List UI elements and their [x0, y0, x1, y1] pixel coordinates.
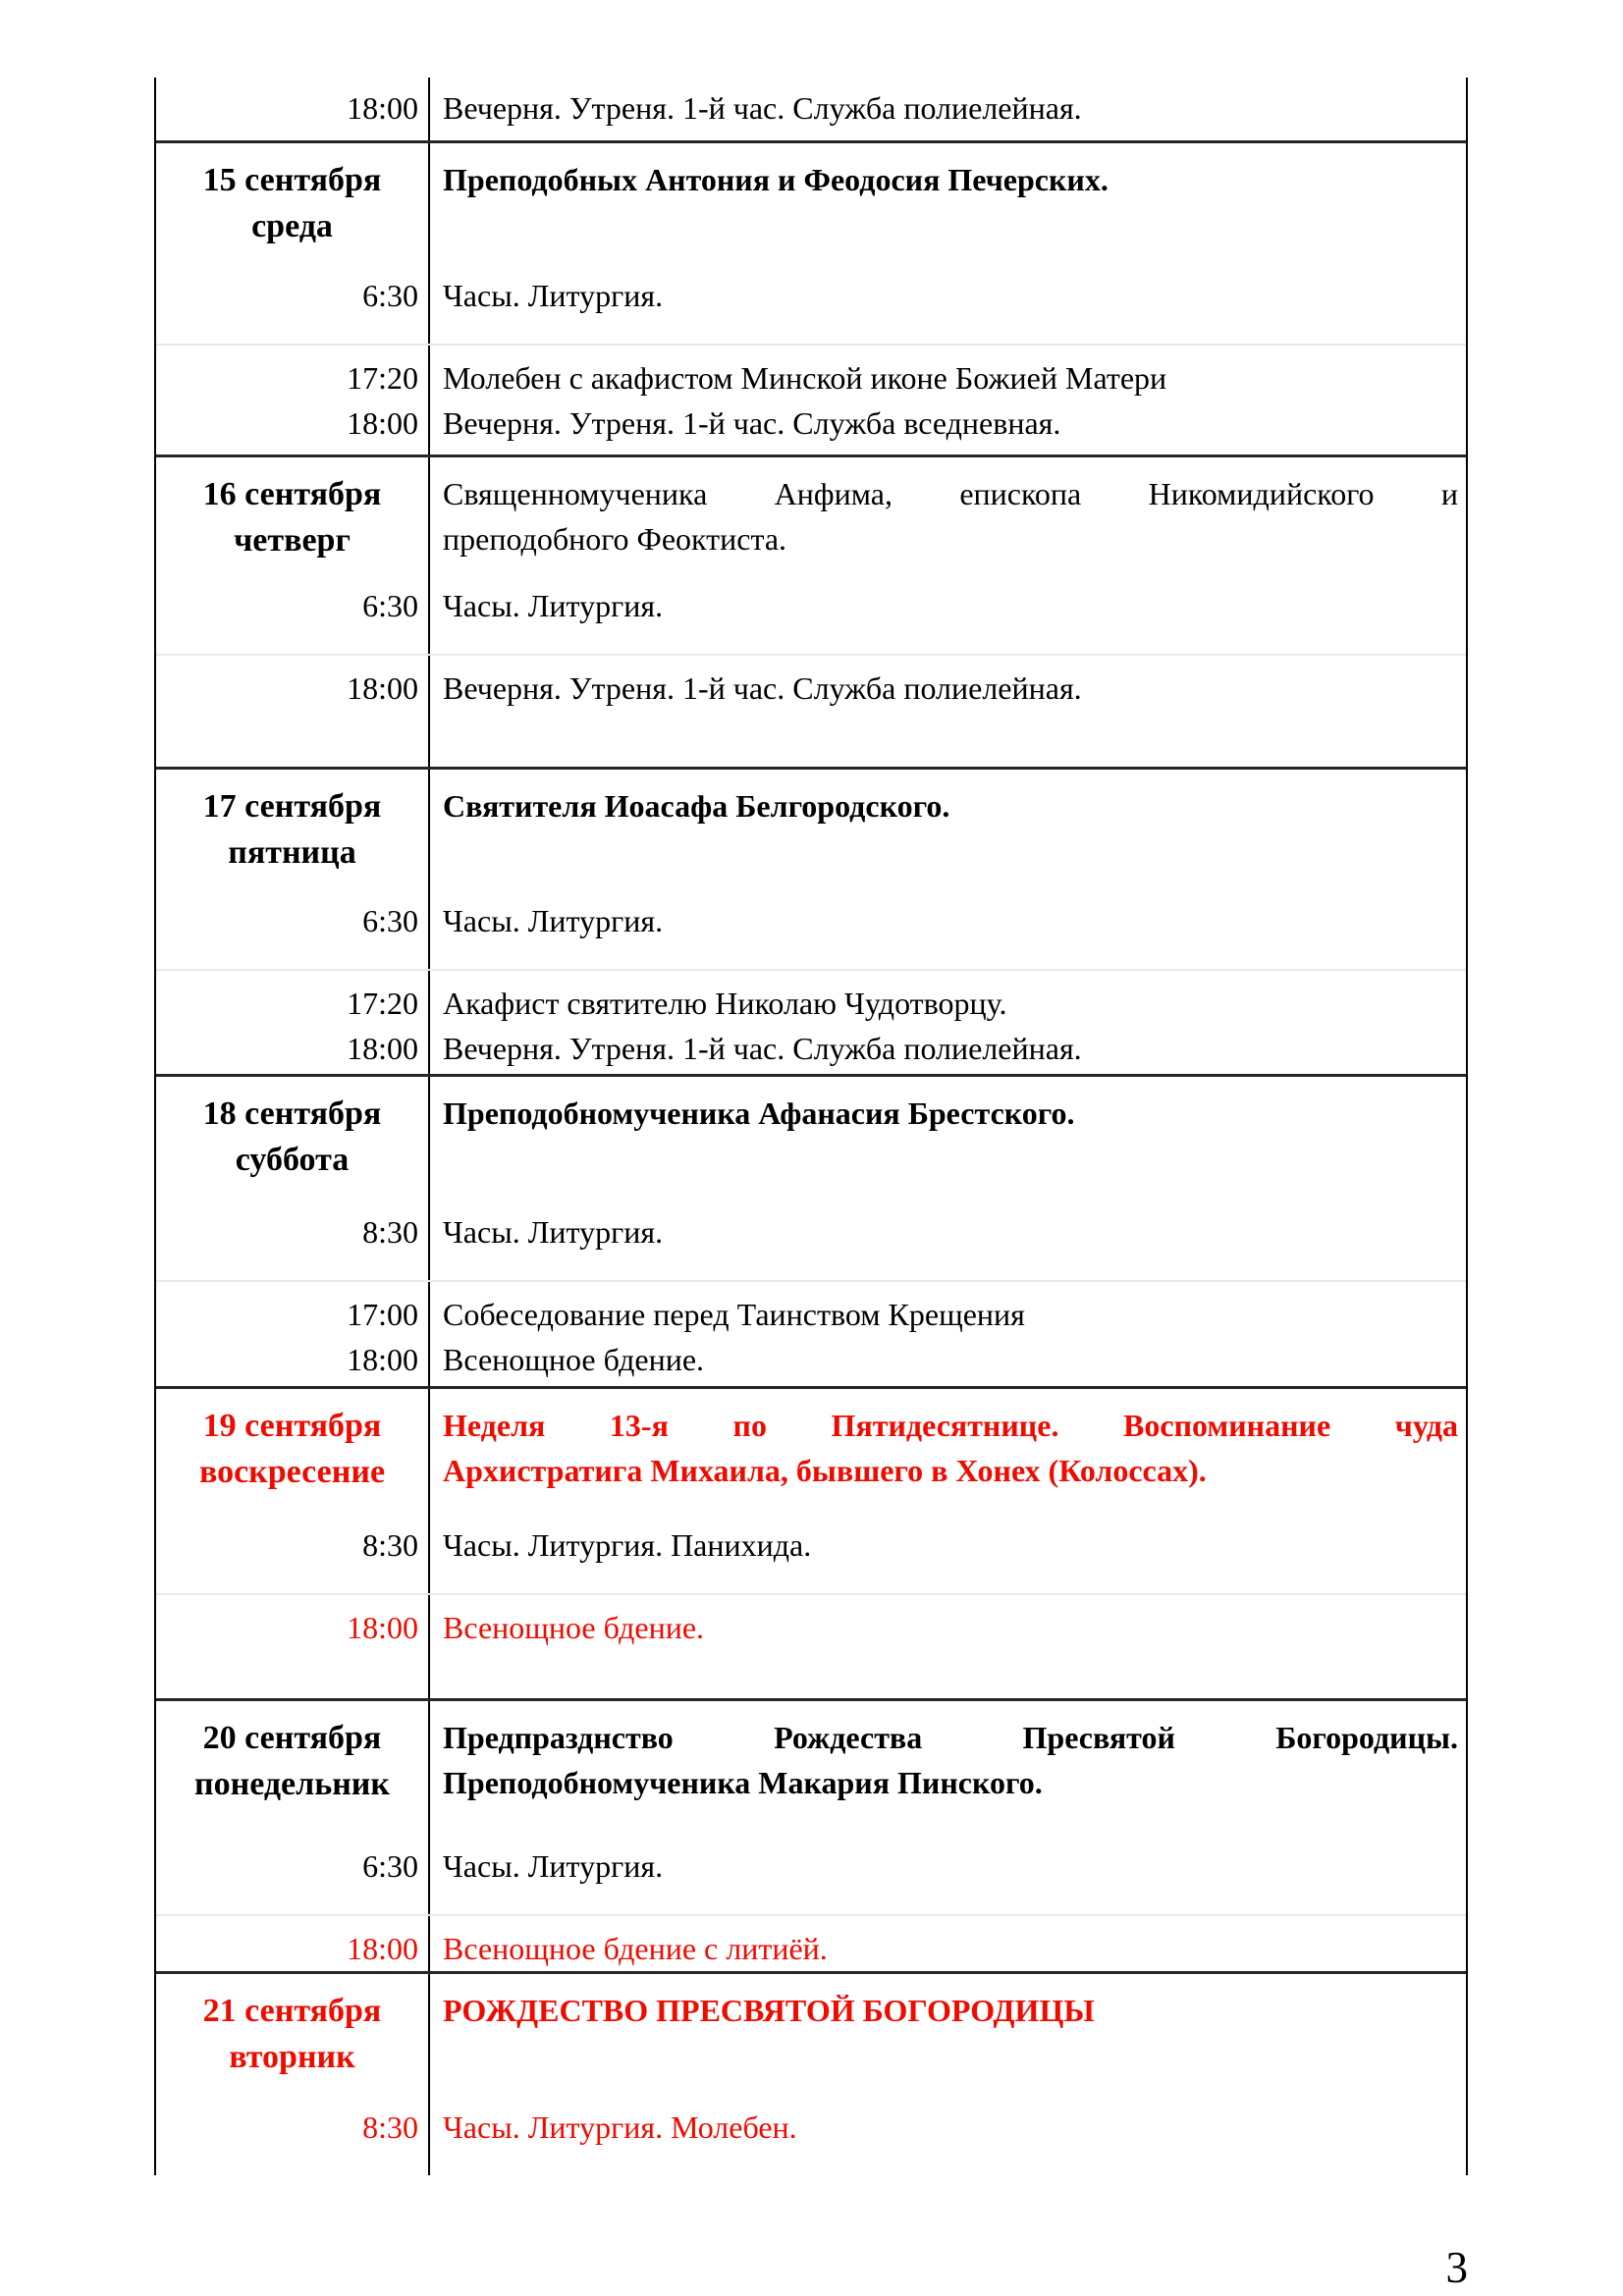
feast-title-line: преподобного Феоктиста.: [443, 521, 787, 557]
description-column-cell: [428, 1916, 1466, 1971]
service-time: 18:00: [347, 1342, 418, 1377]
evening-subrow: [156, 1280, 1466, 1386]
day-section: [156, 454, 1466, 767]
service-time: 6:30: [362, 278, 418, 313]
weekday-label: вторник: [229, 2039, 355, 2075]
date-label: 15 сентября: [202, 162, 382, 198]
evening-subrow: [156, 654, 1466, 767]
service-time: 17:00: [347, 1297, 418, 1332]
page-number: 3: [1445, 2243, 1468, 2292]
feast-title-line: РОЖДЕСТВО ПРЕСВЯТОЙ БОГОРОДИЦЫ: [443, 1993, 1095, 2028]
service-text: Вечерня. Утреня. 1-й час. Служба полиелейная.: [443, 670, 1082, 706]
day-header-subrow: [156, 1389, 1466, 1593]
day-header-subrow: [156, 1974, 1466, 2175]
time-column-cell: [156, 1389, 428, 1593]
service-text: Всенощное бдение.: [443, 1342, 705, 1377]
service-text: Часы. Литургия. Панихида.: [443, 1527, 812, 1563]
day-header-subrow: [156, 143, 1466, 344]
description-column-cell: [428, 1282, 1466, 1386]
time-column-cell: [156, 457, 428, 654]
feast-title-line: Архистратига Михаила, бывшего в Хонех (Колоссах).: [443, 1453, 1207, 1488]
feast-title-line: Неделя 13-я по Пятидесятнице. Воспоминание чуда: [443, 1408, 1458, 1443]
description-column-cell: [428, 1077, 1466, 1280]
service-text: Всенощное бдение.: [443, 1610, 705, 1645]
day-section: [156, 1698, 1466, 1971]
day-header-subrow: [156, 1077, 1466, 1280]
description-column-cell: [428, 1701, 1466, 1914]
weekday-label: пятница: [228, 834, 356, 871]
day-section: [156, 1971, 1466, 2175]
service-text: Часы. Литургия.: [443, 1848, 664, 1884]
description-column-cell: [428, 770, 1466, 969]
service-time: 18:00: [347, 90, 418, 126]
service-time: 18:00: [347, 1031, 418, 1066]
service-text: Часы. Литургия.: [443, 903, 664, 938]
service-text: Собеседование перед Таинством Крещения: [443, 1297, 1025, 1332]
weekday-label: среда: [251, 208, 333, 244]
feast-title-line: Преподобномученика Афанасия Брестского.: [443, 1095, 1075, 1131]
service-text: Часы. Литургия.: [443, 588, 664, 623]
service-time: 6:30: [362, 903, 418, 938]
weekday-label: понедельник: [194, 1766, 390, 1802]
description-column-cell: [428, 457, 1466, 654]
service-time: 18:00: [347, 670, 418, 706]
service-text: Часы. Литургия. Молебен.: [443, 2109, 797, 2145]
weekday-label: воскресение: [198, 1454, 386, 1490]
date-label: 17 сентября: [202, 788, 382, 825]
service-text: Молебен с акафистом Минской иконе Божией Матери: [443, 360, 1167, 396]
date-block: [156, 457, 428, 563]
service-text: Вечерня. Утреня. 1-й час. Служба вседневная.: [443, 405, 1061, 441]
service-time: 8:30: [362, 2109, 418, 2145]
service-text: Всенощное бдение с литиёй.: [443, 1931, 828, 1966]
feast-title-line: Предпразднство Рождества Пресвятой Богородицы.: [443, 1720, 1458, 1755]
time-column-cell: [156, 770, 428, 969]
time-column-cell: [156, 1701, 428, 1914]
date-label: 21 сентября: [202, 1993, 382, 2029]
day-section: [156, 767, 1466, 1074]
time-column-cell: [156, 656, 428, 767]
time-column-cell: [156, 143, 428, 344]
date-label: 16 сентября: [202, 476, 382, 512]
service-text: Акафист святителю Николаю Чудотворцу.: [443, 986, 1007, 1021]
service-time: 17:20: [347, 986, 418, 1021]
feast-title: [430, 457, 1466, 561]
service-time: 6:30: [362, 588, 418, 623]
service-time: 18:00: [347, 1931, 418, 1966]
date-block: [156, 770, 428, 876]
time-column-cell: [156, 1595, 428, 1698]
service-time: 8:30: [362, 1214, 418, 1250]
service-time: 18:00: [347, 1610, 418, 1645]
date-block: [156, 1701, 428, 1807]
feast-title-line: Преподобномученика Макария Пинского.: [443, 1765, 1043, 1800]
day-section: [156, 140, 1466, 454]
service-time: 17:20: [347, 360, 418, 396]
evening-subrow: [156, 344, 1466, 454]
description-column-cell: [428, 971, 1466, 1074]
date-label: 18 сентября: [202, 1095, 382, 1132]
date-block: [156, 1389, 428, 1495]
service-text: Часы. Литургия.: [443, 1214, 664, 1250]
description-column-cell: [428, 656, 1466, 767]
description-column-cell: [428, 346, 1466, 454]
time-column-cell: [156, 1974, 428, 2175]
feast-title: [430, 143, 1466, 202]
service-text: Вечерня. Утреня. 1-й час. Служба полиелейная.: [443, 1031, 1082, 1066]
description-column-cell: [428, 143, 1466, 344]
time-column-cell: [156, 1282, 428, 1386]
day-header-subrow: [156, 457, 1466, 654]
day-section: [156, 1386, 1466, 1698]
date-block: [156, 143, 428, 249]
service-time: 6:30: [362, 1848, 418, 1884]
service-text: Вечерня. Утреня. 1-й час. Служба полиелейная.: [443, 90, 1082, 126]
feast-title-line: Священномученика Анфима, епископа Никомидийского и: [443, 476, 1458, 511]
feast-title: [430, 1974, 1466, 2033]
weekday-label: суббота: [235, 1142, 350, 1178]
weekday-label: четверг: [234, 522, 351, 559]
date-label: 19 сентября: [202, 1408, 382, 1444]
evening-subrow: [156, 1593, 1466, 1698]
service-time: 8:30: [362, 1527, 418, 1563]
time-column-cell: [156, 1916, 428, 1971]
evening-subrow: [156, 1914, 1466, 1971]
feast-title: [430, 1389, 1466, 1493]
date-block: [156, 1077, 428, 1183]
time-column-cell: [156, 78, 428, 140]
time-column-cell: [156, 971, 428, 1074]
date-label: 20 сентября: [202, 1720, 382, 1756]
evening-subrow: [156, 969, 1466, 1074]
feast-title: [430, 770, 1466, 828]
feast-title: [430, 1077, 1466, 1136]
description-column-cell: [428, 1595, 1466, 1698]
feast-title-line: Преподобных Антония и Феодосия Печерских.: [443, 162, 1109, 197]
feast-title: [430, 1701, 1466, 1805]
service-text: Часы. Литургия.: [443, 278, 664, 313]
description-column-cell: [428, 78, 1466, 140]
carryover-row: [156, 78, 1466, 140]
day-section: [156, 1074, 1466, 1386]
feast-title-line: Святителя Иоасафа Белгородского.: [443, 788, 950, 824]
day-header-subrow: [156, 770, 1466, 969]
schedule-table: [154, 78, 1468, 2175]
time-column-cell: [156, 346, 428, 454]
description-column-cell: [428, 1389, 1466, 1593]
date-block: [156, 1974, 428, 2080]
time-column-cell: [156, 1077, 428, 1280]
description-column-cell: [428, 1974, 1466, 2175]
day-header-subrow: [156, 1701, 1466, 1914]
service-time: 18:00: [347, 405, 418, 441]
